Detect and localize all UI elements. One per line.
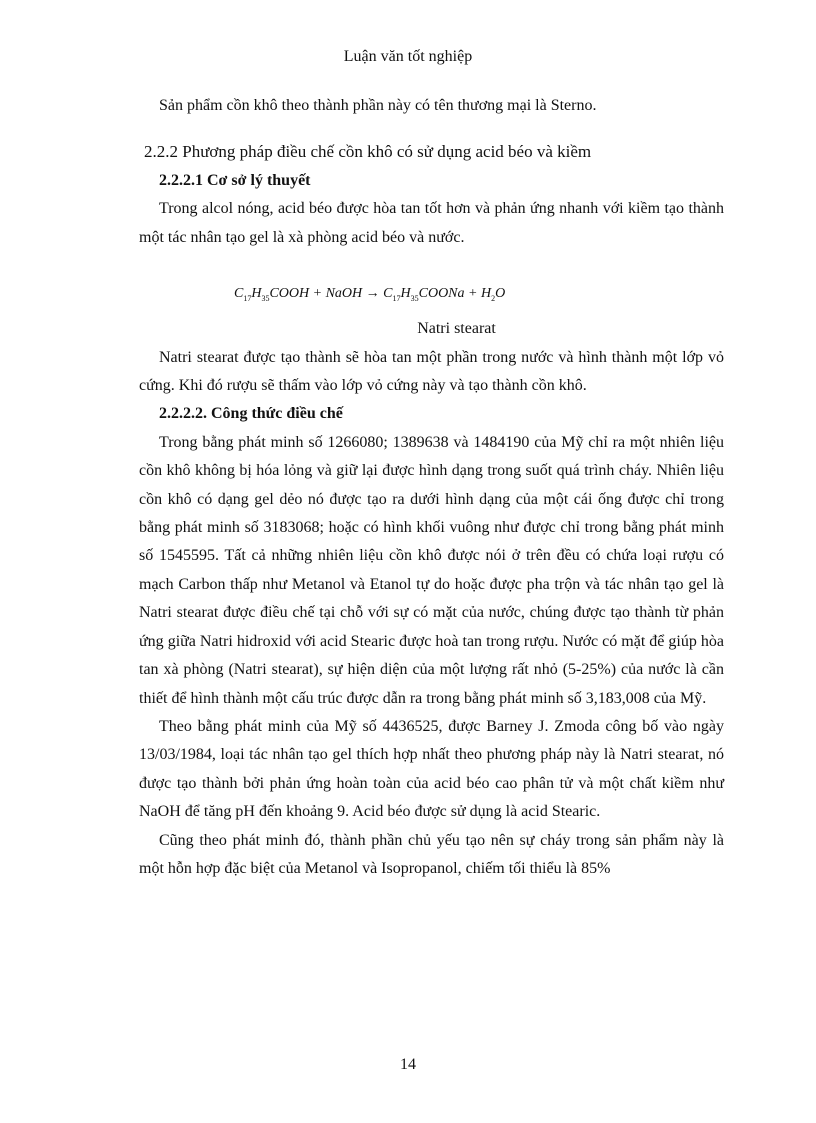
section-2-2-2-1-heading: 2.2.2.1 Cơ sở lý thuyết [159,171,311,189]
eq-h: H [251,286,262,302]
eq-c: C [234,286,244,302]
composition-paragraph: Cũng theo phát minh đó, thành phần chủ yếu tạo nên sự cháy trong sản phẩm này là một hỗn hợp đặc biệt của Metanol và Isopropanol, chiếm tối thiểu là 85% [139,831,724,877]
stearat-paragraph: Natri stearat được tạo thành sẽ hòa tan một phần trong nước và hình thành một lớp vỏ cứng. Khi đó rượu sẽ thấm vào lớp vỏ cứng này và tạo thành cồn khô. [139,348,724,395]
eq-sub-17-product: 17 [392,293,401,303]
intro-paragraph: Sản phẩm cồn khô theo thành phần này có tên thương mại là Sterno. [159,97,597,114]
section-2-2-2-2-heading: 2.2.2.2. Công thức điều chế [159,405,343,423]
eq-lhs: COOH + NaOH [269,286,363,302]
eq-sub-17: 17 [243,293,252,303]
patent-paragraph: Trong bằng phát minh số 1266080; 1389638 và 1484190 của Mỹ chỉ ra một nhiên liệu cồn khô không bị hóa lỏng và giữ lại được hình dạng trong suốt quá trình cháy. Nhiên liệu cồn khô có dạng gel dẻo nó được tạo ra dưới hình dạng của một cái ống được chỉ trong bằng phát minh số 3183068; hoặc có hình khối vuông như được chỉ trong bằng phát minh số 1545595. Tất cả những nhiên liệu cồn khô được nói ở trên đều có chứa loại rượu có mạch Carbon thấp như Metanol và Etanol tự do hoặc được pha trộn và tác nhân tạo gel là Natri stearat được điều chế tại chỗ với sự có mặt của nước, chúng được tạo thành từ phản ứng giữa Natri hidroxid với acid Stearic được hoà tan trong rượu. Nước có mặt để giúp hòa tan xà phòng (Natri stearat), sự hiện diện của một lượng rất nhỏ (5-25%) của nước là cần thiết để hình thành một cấu trúc được dẫn ra trong bằng phát minh số 3,183,008 của Mỹ. [139,433,724,707]
eq-rhs: COONa + [418,286,481,302]
eq-sub-2: 2 [491,293,496,303]
page-number: 14 [400,1056,416,1073]
equation-caption: Natri stearat [417,320,496,338]
eq-sub-35: 35 [261,293,270,303]
eq-h-product: H [400,286,411,302]
eq-h-water: H [480,286,492,302]
page-body [139,92,724,883]
eq-o: O [495,286,506,302]
reaction-arrow: → [365,286,380,302]
theory-paragraph: Trong alcol nóng, acid béo được hòa tan tốt hơn và phản ứng nhanh với kiềm tạo thành một tác nhân tạo gel là xà phòng acid béo và nước. [139,200,724,246]
reaction-equation [139,280,724,313]
eq-c-product: C [383,286,393,302]
running-header: Luận văn tốt nghiệp [343,48,473,65]
zmoda-paragraph: Theo bằng phát minh của Mỹ số 4436525, được Barney J. Zmoda công bố vào ngày 13/03/1984, loại tác nhân tạo gel thích hợp nhất theo phương pháp này là Natri stearat, nó được tạo thành bởi phản ứng hoàn toàn của acid béo cao phân tử và một chất kiềm như NaOH để tăng pH đến khoảng 9. Acid béo được sử dụng là acid Stearic. [139,717,724,821]
eq-sub-35-product: 35 [410,293,419,303]
section-2-2-2-heading: 2.2.2 Phương pháp điều chế cồn khô có sử dụng acid béo và kiềm [144,142,592,162]
